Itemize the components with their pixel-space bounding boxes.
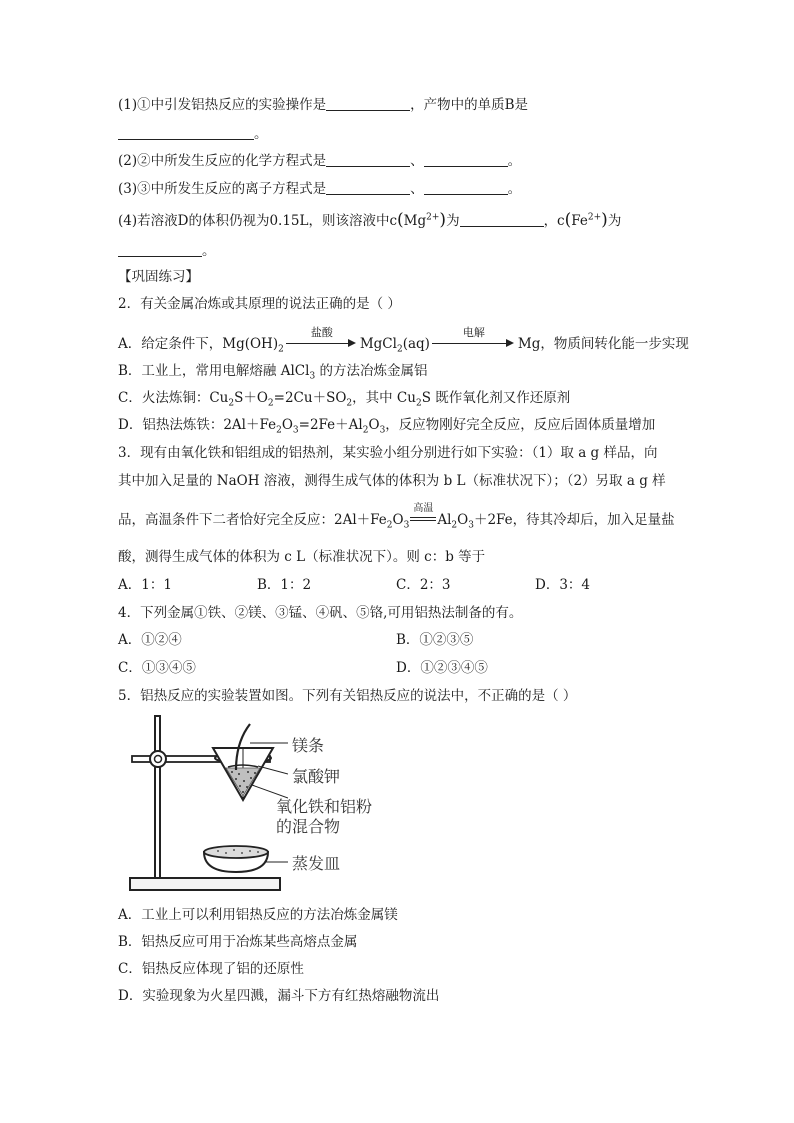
q3-text: ＋2Fe，待其冷却后，加入足量盐 <box>473 512 675 528</box>
q1-line-1 <box>118 96 528 114</box>
q1-text: ，产物中的单质B是 <box>410 97 529 113</box>
q4-option-d[interactable]: D．①②③④⑤ <box>396 660 488 676</box>
q2-option-a[interactable] <box>118 326 689 355</box>
option-text: (aq) <box>402 336 430 352</box>
q3-option-c[interactable]: C．2：3 <box>396 577 451 593</box>
subscript: 2 <box>267 398 274 409</box>
q1-text: 。 <box>507 153 522 169</box>
equals-line <box>410 520 436 521</box>
stand-rod <box>155 716 160 878</box>
q3-option-a[interactable]: A．1：1 <box>118 577 172 593</box>
q3-stem-line-4: 酸，测得生成气体的体积为 c L（标准状况下）。则 c：b 等于 <box>118 549 486 565</box>
q3-stem-line-1: 3．现有由氧化铁和铝组成的铝热剂，某实验小组分别进行如下实验：（1）取 a g 样品，向 <box>118 445 658 461</box>
q5-option-a[interactable]: A．工业上可以利用铝热反应的方法冶炼金属镁 <box>118 907 398 923</box>
label-mixture-line-2: 的混合物 <box>276 817 341 836</box>
q5-option-b[interactable]: B．铝热反应可用于冶炼某些高熔点金属 <box>118 934 358 950</box>
clamp-boss-inner <box>155 756 162 763</box>
subscript: 2 <box>278 344 284 355</box>
subscript: 2 <box>415 398 422 409</box>
q4-option-c[interactable]: C．①③④⑤ <box>118 660 196 676</box>
reaction-arrow <box>432 326 516 352</box>
q1-text: 为 <box>446 213 460 229</box>
paren: ) <box>601 210 608 230</box>
option-text: ，反应物刚好完全反应，反应后固体质量增加 <box>385 417 656 433</box>
q1-text: 。 <box>254 126 268 142</box>
answer-blank[interactable] <box>118 242 202 257</box>
option-text: 的方法冶炼金属铝 <box>315 363 428 379</box>
q3-option-d[interactable]: D．3：4 <box>535 577 591 593</box>
subscript: 3 <box>468 520 474 531</box>
subscript: 2 <box>346 398 353 409</box>
paren: ( <box>564 210 572 230</box>
q5-option-c[interactable]: C．铝热反应体现了铝的还原性 <box>118 961 304 977</box>
option-text: B．工业上，常用电解熔融 AlCl <box>118 363 310 379</box>
arrow-head-icon <box>506 339 514 347</box>
option-text: O <box>368 417 380 433</box>
option-text: Mg，物质间转化能一步实现 <box>517 336 689 352</box>
q4-option-b[interactable]: B．①②③⑤ <box>396 632 474 648</box>
paren: ) <box>439 210 447 230</box>
ion-charge: 2+ <box>426 212 440 223</box>
q1-text: (2)②中所发生反应的化学方程式是 <box>118 153 327 169</box>
q4-option-a[interactable]: A．①②④ <box>118 632 182 648</box>
q1-text: 。 <box>507 181 522 197</box>
q5-option-d[interactable]: D．实验现象为火星四溅，漏斗下方有红热熔融物流出 <box>118 988 440 1004</box>
q3-stem-line-2: 其中加入足量的 NaOH 溶液，测得生成气体的体积为 b L（标准状况下）；（2）另取 a g 样 <box>118 473 666 489</box>
answer-blank[interactable] <box>460 212 544 227</box>
subscript: 2 <box>362 425 369 436</box>
q3-text: Al <box>437 512 452 528</box>
option-text: S＋O <box>234 390 268 406</box>
option-text: A．给定条件下，Mg(OH) <box>118 336 279 352</box>
option-text: MgCl <box>359 336 397 352</box>
label-mixture-line-1: 氧化铁和铝粉 <box>276 797 373 816</box>
stand-base <box>130 878 280 890</box>
q2-option-b[interactable] <box>118 362 427 380</box>
condition-label: 高温 <box>413 503 434 514</box>
option-text: C．火法炼铜：Cu <box>118 390 229 406</box>
option-text: D．铝热法炼铁：2Al＋Fe <box>118 417 277 433</box>
answer-blank[interactable] <box>118 125 254 140</box>
q1-text: (1)①中引发铝热反应的实验操作是 <box>118 97 327 113</box>
reaction-equals <box>409 503 437 528</box>
q1-text: 、 <box>410 181 424 197</box>
label-evaporating-dish: 蒸发皿 <box>292 854 341 873</box>
ion-mg: Mg <box>403 213 427 229</box>
q3-text: O <box>392 512 404 528</box>
q3-text: O <box>457 512 469 528</box>
q1-line-4 <box>118 180 521 198</box>
answer-blank[interactable] <box>424 152 508 167</box>
paren: ( <box>397 210 404 230</box>
q1-line-3 <box>118 152 521 170</box>
subscript: 2 <box>386 520 393 531</box>
q4-stem: 4．下列金属①铁、②镁、③锰、④矾、⑤铬,可用铝热法制备的有。 <box>118 605 523 621</box>
answer-blank[interactable] <box>424 180 508 195</box>
q5-stem: 5．铝热反应的实验装置如图。下列有关铝热反应的说法中，不正确的是（ ） <box>118 688 577 704</box>
q3-option-b[interactable]: B．1：2 <box>257 577 312 593</box>
answer-blank[interactable] <box>326 152 410 167</box>
subscript: 2 <box>276 425 282 436</box>
q2-option-c[interactable] <box>118 389 570 407</box>
q1-text: 。 <box>202 243 216 259</box>
subscript: 2 <box>228 398 235 409</box>
q1-text: (4)若溶液D的体积仍视为0.15L，则该溶液中c <box>118 213 398 229</box>
ion-fe: Fe <box>571 213 588 229</box>
answer-blank[interactable] <box>326 180 410 195</box>
q1-text: ，c <box>543 213 565 229</box>
section-title: 【巩固练习】 <box>118 269 199 285</box>
thermite-apparatus-diagram <box>118 712 288 894</box>
q1-line-6 <box>118 242 216 260</box>
q1-text: 、 <box>410 153 424 169</box>
option-text: =2Fe＋Al <box>298 417 363 433</box>
option-text: S 既作氧化剂又作还原剂 <box>421 390 571 406</box>
subscript: 3 <box>309 371 316 382</box>
leader-line-kclo3 <box>258 766 288 774</box>
subscript: 2 <box>396 344 403 355</box>
subscript: 2 <box>451 520 458 531</box>
q1-line-2 <box>118 125 268 143</box>
q3-stem-line-3 <box>118 503 675 531</box>
equals-line <box>410 517 436 518</box>
arrow-shaft <box>286 343 350 344</box>
reaction-arrow <box>286 326 358 352</box>
subscript: 3 <box>292 425 299 436</box>
q2-stem: 2．有关金属冶炼或其原理的说法正确的是（ ） <box>118 296 401 312</box>
q3-text: 品，高温条件下二者恰好完全反应：2Al＋Fe <box>118 512 387 528</box>
subscript: 3 <box>379 425 386 436</box>
label-potassium-chlorate: 氯酸钾 <box>292 767 341 786</box>
arrow-label: 电解 <box>462 326 485 339</box>
arrow-label: 盐酸 <box>310 326 333 339</box>
q2-option-d[interactable] <box>118 416 655 434</box>
q1-line-5 <box>118 211 621 230</box>
q1-text: 为 <box>607 213 622 229</box>
answer-blank[interactable] <box>326 96 410 111</box>
arrow-head-icon <box>348 339 356 347</box>
option-text: ，其中 Cu <box>352 390 416 406</box>
subscript: 3 <box>403 520 410 531</box>
label-magnesium-ribbon: 镁条 <box>292 736 325 755</box>
arrow-shaft <box>432 343 508 344</box>
option-text: =2Cu＋SO <box>273 390 347 406</box>
option-text: O <box>281 417 293 433</box>
ion-charge: 2+ <box>587 212 602 223</box>
q1-text: (3)③中所发生反应的离子方程式是 <box>118 181 327 197</box>
